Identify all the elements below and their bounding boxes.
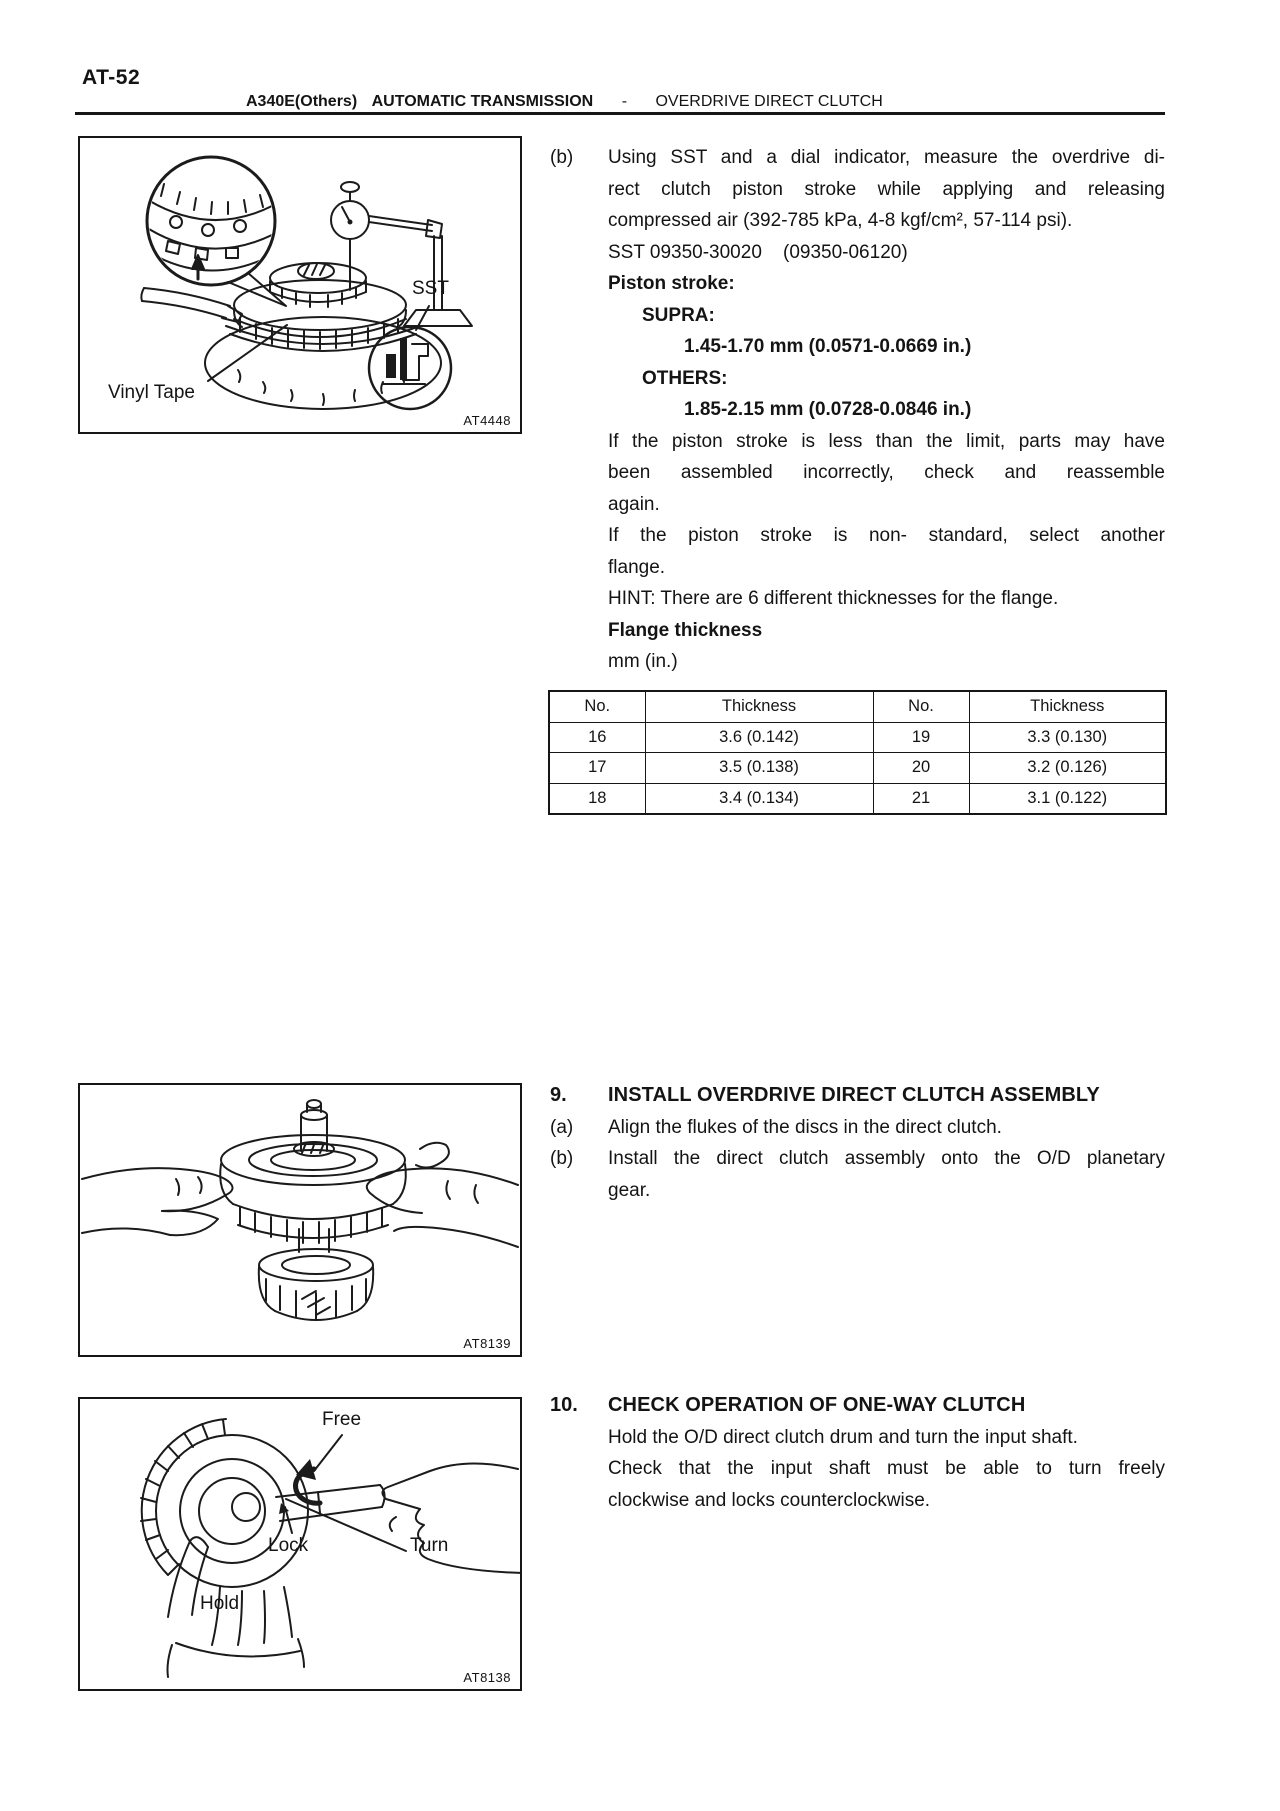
step-b-line: rect clutch piston stroke while applying and releasing xyxy=(608,178,1165,200)
table-header-cell: Thickness xyxy=(645,691,873,722)
table-cell: 3.4 (0.134) xyxy=(645,783,873,814)
others-spec-label: OTHERS: xyxy=(642,367,728,389)
step-10-number: 10. xyxy=(550,1394,578,1416)
step-9b-line: (b) Install the direct clutch assembly onto the O/D planetary xyxy=(548,1143,1165,1175)
header-separator: - xyxy=(621,93,628,110)
note-line: If the piston stroke is less than the limit, parts may have xyxy=(608,430,1165,452)
free-label: Free xyxy=(322,1409,362,1430)
step-9b-marker: (b) xyxy=(550,1148,574,1169)
header-section: OVERDRIVE DIRECT CLUTCH xyxy=(655,93,883,110)
table-header-row xyxy=(549,691,1166,722)
step-b-marker: (b) xyxy=(550,147,574,168)
step-10-heading-line xyxy=(548,1390,1165,1422)
note-line: flange. xyxy=(608,556,666,578)
hold-label: Hold xyxy=(200,1593,240,1614)
step-10-block xyxy=(548,1390,1165,1516)
note-line: If the piston stroke is non- standard, select another xyxy=(608,525,1165,546)
step-9-number: 9. xyxy=(550,1084,567,1106)
note-line: again. xyxy=(608,493,660,515)
hint-line: HINT: There are 6 different thicknesses for the flange. xyxy=(608,588,1059,609)
supra-spec-label: SUPRA: xyxy=(642,304,715,326)
figure-install-clutch-assembly xyxy=(78,1083,522,1357)
table-cell: 3.5 (0.138) xyxy=(645,753,873,784)
table-cell: 20 xyxy=(873,753,969,784)
piston-stroke-spec-heading: Piston stroke: xyxy=(608,273,735,294)
sst-part-numbers: SST 09350-30020 (09350-06120) xyxy=(608,241,908,263)
figure-code: AT8138 xyxy=(463,1670,511,1685)
step-b-line xyxy=(548,142,1165,174)
turn-label: Turn xyxy=(410,1535,449,1556)
step-10-line: Check that the input shaft must be able to turn freely xyxy=(608,1458,1165,1479)
table-header-cell: No. xyxy=(549,691,645,722)
step-b-text: Using SST and a dial indicator, measure the overdrive di- xyxy=(608,147,1165,168)
figure-code: AT8139 xyxy=(463,1336,511,1351)
header-title: AUTOMATIC TRANSMISSION xyxy=(371,93,594,110)
step-b-line: compressed air (392-785 kPa, 4-8 kgf/cm², 57-114 psi). xyxy=(608,210,1073,231)
step-9a-line: (a) Align the flukes of the discs in the direct clutch. xyxy=(548,1112,1165,1144)
table-header-cell: No. xyxy=(873,691,969,722)
step-9a-marker: (a) xyxy=(550,1116,574,1138)
table-cell: 3.6 (0.142) xyxy=(645,722,873,753)
table-row xyxy=(549,753,1166,784)
install-clutch-illustration xyxy=(80,1085,520,1355)
table-row xyxy=(549,722,1166,753)
table-cell: 3.2 (0.126) xyxy=(969,753,1166,784)
flange-table-unit: mm (in.) xyxy=(608,651,678,672)
table-cell: 21 xyxy=(873,783,969,814)
note-line: been assembled incorrectly, check and reassemble xyxy=(608,462,1165,483)
header-rule xyxy=(75,112,1165,115)
figure-one-way-clutch-check xyxy=(78,1397,522,1691)
supra-spec-value: 1.45-1.70 mm (0.0571-0.0669 in.) xyxy=(684,336,972,357)
step-9b-line: gear. xyxy=(608,1179,651,1201)
step-9-heading: INSTALL OVERDRIVE DIRECT CLUTCH ASSEMBLY xyxy=(608,1084,1100,1106)
running-header xyxy=(246,93,883,111)
page-number: AT-52 xyxy=(82,66,141,89)
table-cell: 19 xyxy=(873,722,969,753)
step-9-heading-line xyxy=(548,1080,1165,1112)
table-cell: 18 xyxy=(549,783,645,814)
table-cell: 3.3 (0.130) xyxy=(969,722,1166,753)
figure-code: AT4448 xyxy=(463,413,511,428)
table-cell: 17 xyxy=(549,753,645,784)
step-10-line: clockwise and locks counterclockwise. xyxy=(608,1489,931,1511)
sst-label: SST xyxy=(412,278,449,299)
lock-label: Lock xyxy=(268,1535,309,1556)
step-10-heading: CHECK OPERATION OF ONE-WAY CLUTCH xyxy=(608,1394,1026,1416)
vinyl-tape-label: Vinyl Tape xyxy=(108,382,195,403)
table-cell: 3.1 (0.122) xyxy=(969,783,1166,814)
table-cell: 16 xyxy=(549,722,645,753)
flange-thickness-table xyxy=(548,690,1167,815)
header-model: A340E(Others) xyxy=(246,93,358,110)
table-header-cell: Thickness xyxy=(969,691,1166,722)
step-b-block xyxy=(548,142,1165,678)
table-row xyxy=(549,783,1166,814)
step-9-block xyxy=(548,1080,1165,1206)
others-spec-value: 1.85-2.15 mm (0.0728-0.0846 in.) xyxy=(684,399,972,420)
figure-piston-stroke-measurement xyxy=(78,136,522,434)
step-10-line: Hold the O/D direct clutch drum and turn the input shaft. xyxy=(608,1426,1078,1448)
flange-table-title: Flange thickness xyxy=(608,619,763,641)
